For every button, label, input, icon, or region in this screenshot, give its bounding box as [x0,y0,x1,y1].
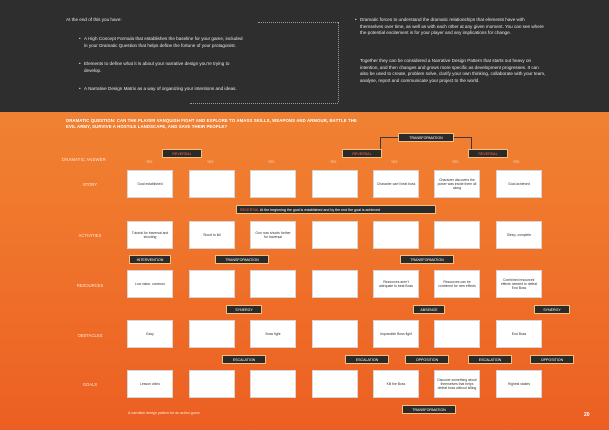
tag-transformation-3: TRANSFORMATION [400,255,454,264]
dramatic-answer-label: DRAMATIC ANSWER [62,157,106,162]
matrix-cell: Goal established [127,170,173,198]
row-label-resources: RESOURCES [76,283,104,288]
matrix-cell: Goal achieved [496,170,542,198]
tag-escalation-1: ESCALATION [222,355,266,364]
tag-absence: ABSENCE [413,305,445,314]
matrix-cell: Character discovers the power was inside them all along [434,170,480,198]
matrix-cell: Lesson video [127,370,173,398]
matrix-cell: Sleep, complete [496,221,542,249]
row-label-goals: GOALS [82,382,98,387]
yes-label: YES [391,160,398,164]
row-label-story: STORY [82,182,98,187]
yes-label: YES [330,160,337,164]
matrix-cell: Resources aren't adequate to beat Boss [373,270,419,298]
yes-label: YES [452,160,459,164]
connector [380,137,398,149]
reversal-note-text: At the beginning the goal is established and by the end the goal is achieved [259,208,380,212]
matrix-cell: Gun now shoots further for traversal [250,221,296,249]
matrix-cell [250,270,296,298]
matrix-cell: Low value, common [127,270,173,298]
tag-opposition-1: OPPOSITION [405,355,449,364]
intro-right-paragraph: Together they can be considered a Narrative Design Pattern that starts out heavy on intention, and then changes and grows more specific as development progresses. It can also be used to create, problem solve, clarify your own thinking, collaborate with your team, analyse, report and communicate your project to the world. [360,58,546,83]
matrix-cell: Combined resources' effects needed to defeat End Boss [496,270,542,298]
matrix-cell [250,370,296,398]
intro-divider-vertical [338,22,339,102]
matrix-cell [189,170,235,198]
intro-right-bullet: • Dramatic forces to understand the dramatic relationships that elements have with themselves over time, as well as with each other at any given moment. You can see where the potential excitement is for your player and any implications for change. [360,17,546,37]
intro-divider-bottom [190,103,338,104]
connector [454,137,472,149]
tag-transformation-2: TRANSFORMATION [215,255,269,264]
yes-label: YES [146,160,153,164]
matrix-cell [434,221,480,249]
page-number: 20 [584,412,590,418]
intro-divider [258,22,338,23]
reversal-note [236,205,436,214]
matrix-cell [189,370,235,398]
row-label-activities: ACTIVITIES [78,233,102,238]
dramatic-question: DRAMATIC QUESTION: CAN THE PLAYER VANQUISH FIGHT AND EXPLORE TO AMASS SKILLS, WEAPONS AND ARMOUR, BATTLE THE EVIL ARMY, SURVIVE A HOSTILE LANDSCAPE, AND SAVE THEIR PEOPLE? [66,118,357,129]
tag-transformation-bottom: TRANSFORMATION [402,405,456,414]
matrix-cell: Boss fight [250,320,296,348]
matrix-cell [434,320,480,348]
matrix-cell [312,270,358,298]
matrix-cell: Tutorial for traversal and shooting [127,221,173,249]
tag-escalation-2: ESCALATION [345,355,389,364]
matrix-cell: Character can't beat boss [373,170,419,198]
tag-reversal-2: REVERSAL [342,149,382,158]
matrix-cell: Shoot to kill [189,221,235,249]
tag-transformation-top: TRANSFORMATION [398,133,454,142]
intro-panel [0,0,609,112]
matrix-cell: Kill the Boss [373,370,419,398]
matrix-cell: Highest stakes [496,370,542,398]
intro-bullet-2: • Elements to define what it is about your narrative design you're trying to develop. [84,61,244,74]
matrix-cell [250,170,296,198]
intro-bullet-1: • A High Concept Formula that establishes the baseline for your game, included in your Dramatic Question that helps define the fortune of your protagonist. [84,36,244,49]
tag-synergy-1: SYNERGY [226,305,262,314]
matrix-cell [312,170,358,198]
matrix-cell [312,221,358,249]
matrix-cell: End Boss [496,320,542,348]
intro-heading: At the end of this you have: [66,17,122,22]
matrix-cell: Resources can be combined for new effects [434,270,480,298]
matrix-cell [373,221,419,249]
tag-escalation-3: ESCALATION [468,355,512,364]
tag-synergy-2: SYNERGY [534,305,570,314]
tag-intervention: INTERVENTION [129,255,171,264]
tag-reversal-1: REVERSAL [162,149,202,158]
yes-label: YES [513,160,520,164]
matrix-cell: Easy [127,320,173,348]
matrix-cell: Impossible Boss fight [373,320,419,348]
yes-label: YES [268,160,275,164]
row-label-obstacles: OBSTACLES [77,333,103,338]
matrix-cell [189,320,235,348]
reversal-note-label: REVERSAL [240,208,260,212]
matrix-cell: Discover something about themselves that helps defeat boss without killing [434,370,480,398]
matrix-cell [189,270,235,298]
matrix-cell [312,370,358,398]
matrix-cell [312,320,358,348]
yes-label: YES [207,160,214,164]
tag-reversal-3: REVERSAL [468,149,508,158]
figure-caption: A narrative design pattern for an action game [128,411,200,415]
intro-bullet-3: • A Narrative Design Matrix as a way of organizing your intentions and ideas. [84,86,244,93]
tag-opposition-2: OPPOSITION [530,355,574,364]
